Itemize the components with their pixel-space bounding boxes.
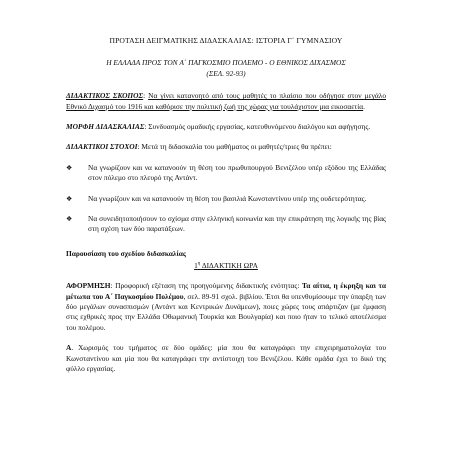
goal-item-text: Να συνειδητοποιήσουν το σχίσμα στην ελληνική κοινωνία και την επικράτηση της λογικής της βίας στη σχέση των δύο παρατάξεων.	[88, 214, 386, 234]
goals-label: ΔΙΔΑΚΤΙΚΟΙ ΣΤΟΧΟΙ	[66, 142, 138, 152]
diamond-bullet-icon: ❖	[66, 163, 73, 172]
document-subtitle: Η ΕΛΛΑΔΑ ΠΡΟΣ ΤΟΝ Α΄ ΠΑΓΚΟΣΜΙΟ ΠΟΛΕΜΟ - Ο ΕΘΝΙΚΟΣ ΔΙΧΑΣΜΟΣ	[106, 58, 346, 68]
objective-label: ΔΙΔΑΚΤΙΚΟΣ ΣΚΟΠΟΣ	[66, 91, 144, 101]
objective-text: Να γίνει κατανοητό από τους μαθητές το πλαίσιο που οδήγησε στον μεγάλο Εθνικό Διχασμό του 1916 και καθόρισε την πολιτική ζωή της χώρας για τουλάχιστον μια εικοσαετία	[66, 91, 387, 111]
first-hour-label	[194, 261, 258, 270]
objective-end: .	[363, 101, 366, 111]
goal-item-1	[66, 163, 386, 184]
section-a-label: Α	[66, 343, 72, 353]
objective-paragraph	[66, 91, 386, 112]
goal-item-2	[66, 194, 386, 204]
diamond-bullet-icon: ❖	[66, 215, 73, 224]
first-hour-sup: η	[197, 261, 201, 267]
section-a-paragraph	[66, 343, 386, 374]
form-label: ΜΟΡΦΗ ΔΙΔΑΣΚΑΛΙΑΣ	[66, 122, 145, 132]
goals-text: : Μετά τη διδασκαλία του μαθήματος οι μαθητές/τριες θα πρέπει:	[137, 142, 332, 152]
first-hour-num: 1	[194, 260, 198, 270]
document-title: ΠΡΟΤΑΣΗ ΔΕΙΓΜΑΤΙΚΗΣ ΔΙΔΑΣΚΑΛΙΑΣ: ΙΣΤΟΡΙΑ Γ΄ ΓΥΜΝΑΣΙΟΥ	[109, 36, 343, 45]
opening-paragraph	[66, 281, 386, 333]
page-range: (ΣΕΛ. 92-93)	[206, 68, 246, 78]
form-paragraph	[66, 122, 386, 132]
form-text: : Συνδυασμός ομαδικής εργασίας, κατευθυνόμενου διαλόγου και αφήγησης.	[144, 122, 371, 132]
goal-item-text: Να γνωρίζουν και να κατανοούν τη θέση του πρωθυπουργού Βενιζέλου υπέρ εξόδου της Ελλάδας στον πόλεμο στο πλευρό της Αντάντ.	[88, 162, 386, 183]
goal-item-text: Να γνωρίζουν και να κατανοούν τη θέση του βασιλιά Κωνσταντίνου υπέρ της ουδετερότητας.	[88, 193, 367, 203]
goal-item-3	[66, 214, 386, 235]
objective-sep: :	[143, 91, 149, 101]
first-hour-text: ΔΙΔΑΚΤΙΚΗ ΩΡΑ	[200, 260, 258, 270]
diamond-bullet-icon: ❖	[66, 194, 73, 203]
opening-text2: , σελ. 89-91 σχολ. βιβλίου. Έτσι θα υπενθυμίσουμε την ύπαρξη των δύο μεγάλων συνασπισμών (Αντάντ και Κεντρικών Δυνάμεων), ποιες χώρες τους απάρτιζαν (με έμφαση στις εχθρικές προς την Ελλάδα Οθωμανική Τουρκία και Βουλγαρία) και ποιο ήταν το τελικό αποτέλεσμα του πολέμου.	[66, 291, 387, 332]
goals-paragraph	[66, 142, 386, 152]
first-hour-heading	[66, 259, 386, 271]
section-a-text: . Χωρισμός του τμήματος σε δύο ομάδες: μία που θα καταγράφει την επιχειρηματολογία του Κωνσταντίνου και μία που θα καταγράφει την αντίστοιχη του Βενιζέλου. Κάθε ομάδα έχει το δικό της φύλλο εργασίας.	[66, 343, 386, 373]
opening-text1: : Προφορική εξέταση της προηγούμενης διδακτικής ενότητας:	[110, 281, 302, 291]
opening-bold-title: Τα αίτια, η έκρηξη και τα μέτωπα του Α΄ Παγκοσμίου Πολέμου	[66, 281, 386, 301]
opening-label: ΑΦΟΡΜΗΣΗ	[66, 281, 111, 291]
plan-heading: Παρουσίαση του σχεδίου διδασκαλίας	[66, 248, 187, 258]
